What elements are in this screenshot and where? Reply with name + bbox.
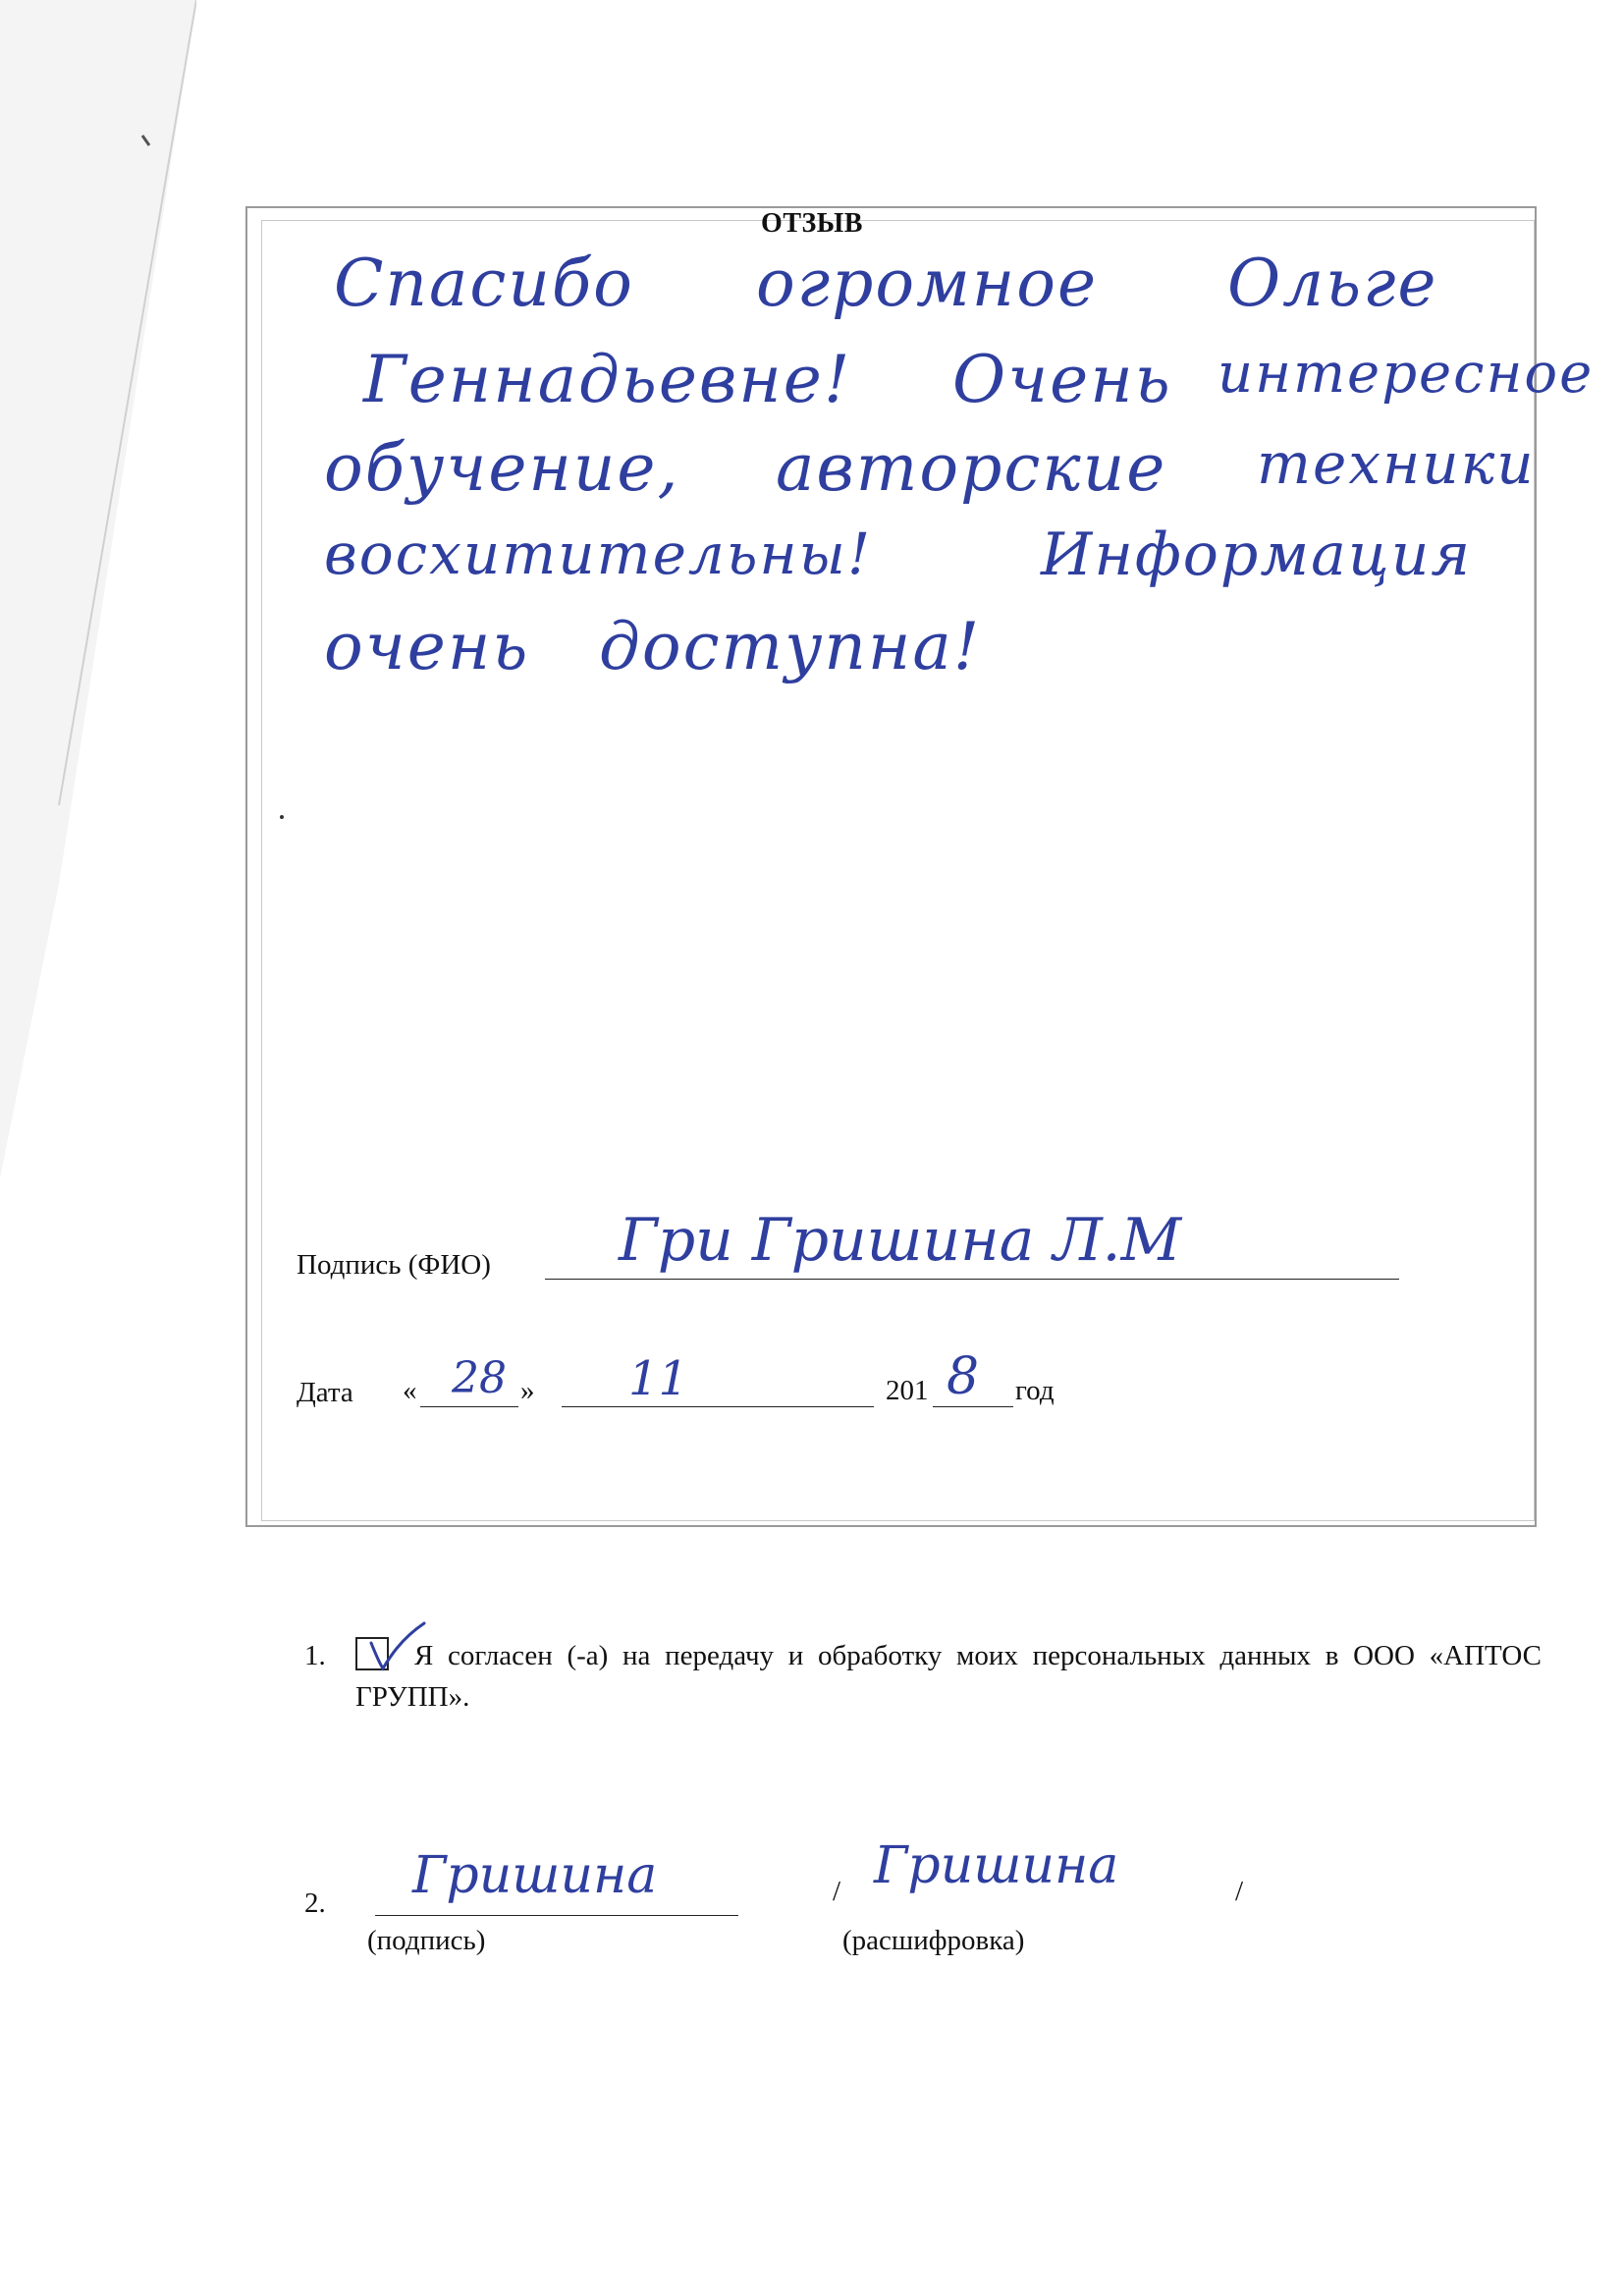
signature-handwriting: Гри Гришина Л.М <box>619 1206 1182 1275</box>
feedback-handwriting <box>324 226 1595 737</box>
scan-fold-shadow <box>0 0 196 1178</box>
date-close-quote: » <box>520 1375 535 1406</box>
feedback-word: Геннадьевне! <box>363 342 852 417</box>
consent-signature-caption: (подпись) <box>367 1925 486 1956</box>
date-month-line <box>562 1406 874 1407</box>
year-line <box>933 1406 1013 1407</box>
feedback-word: Очень <box>952 342 1172 417</box>
feedback-word: авторские <box>776 430 1167 506</box>
decode-open-slash: / <box>833 1876 841 1907</box>
year-suffix: год <box>1015 1375 1055 1406</box>
decode-close-slash: / <box>1235 1876 1244 1907</box>
date-day-handwriting: 28 <box>452 1353 507 1403</box>
feedback-word: Информация <box>1041 520 1473 589</box>
decode-handwriting: Гришина <box>874 1836 1119 1895</box>
date-month-handwriting: 11 <box>628 1351 689 1406</box>
year-prefix: 201 <box>886 1375 929 1406</box>
feedback-word: техники <box>1257 430 1536 497</box>
stray-dot <box>280 815 284 819</box>
feedback-word: Спасибо <box>334 246 634 321</box>
signature-line <box>545 1279 1399 1280</box>
date-day-line <box>420 1406 518 1407</box>
feedback-word: доступна! <box>599 609 982 684</box>
year-digit-handwriting: 8 <box>947 1347 980 1406</box>
feedback-word: огромное <box>756 246 1099 321</box>
consent-item-1-number: 1. <box>304 1640 326 1671</box>
date-label: Дата <box>297 1377 353 1408</box>
consent-signature-handwriting: Гришина <box>412 1846 658 1905</box>
decode-caption: (расшифровка) <box>842 1925 1025 1956</box>
feedback-word: очень <box>324 609 530 684</box>
consent-item-2-number: 2. <box>304 1887 326 1919</box>
feedback-word: интересное <box>1218 342 1595 406</box>
feedback-word: восхитительны! <box>324 520 873 587</box>
feedback-word: Ольге <box>1227 246 1438 321</box>
consent-signature-line <box>375 1915 738 1916</box>
feedback-word: обучение, <box>324 430 680 506</box>
signature-label: Подпись (ФИО) <box>297 1249 491 1281</box>
form-title: ОТЗЫВ <box>761 208 863 239</box>
consent-item-1-text: Я согласен (-а) на передачу и обработку моих персональных данных в ООО «АПТОС ГРУПП». <box>355 1640 1542 1713</box>
date-open-quote: « <box>403 1375 417 1406</box>
